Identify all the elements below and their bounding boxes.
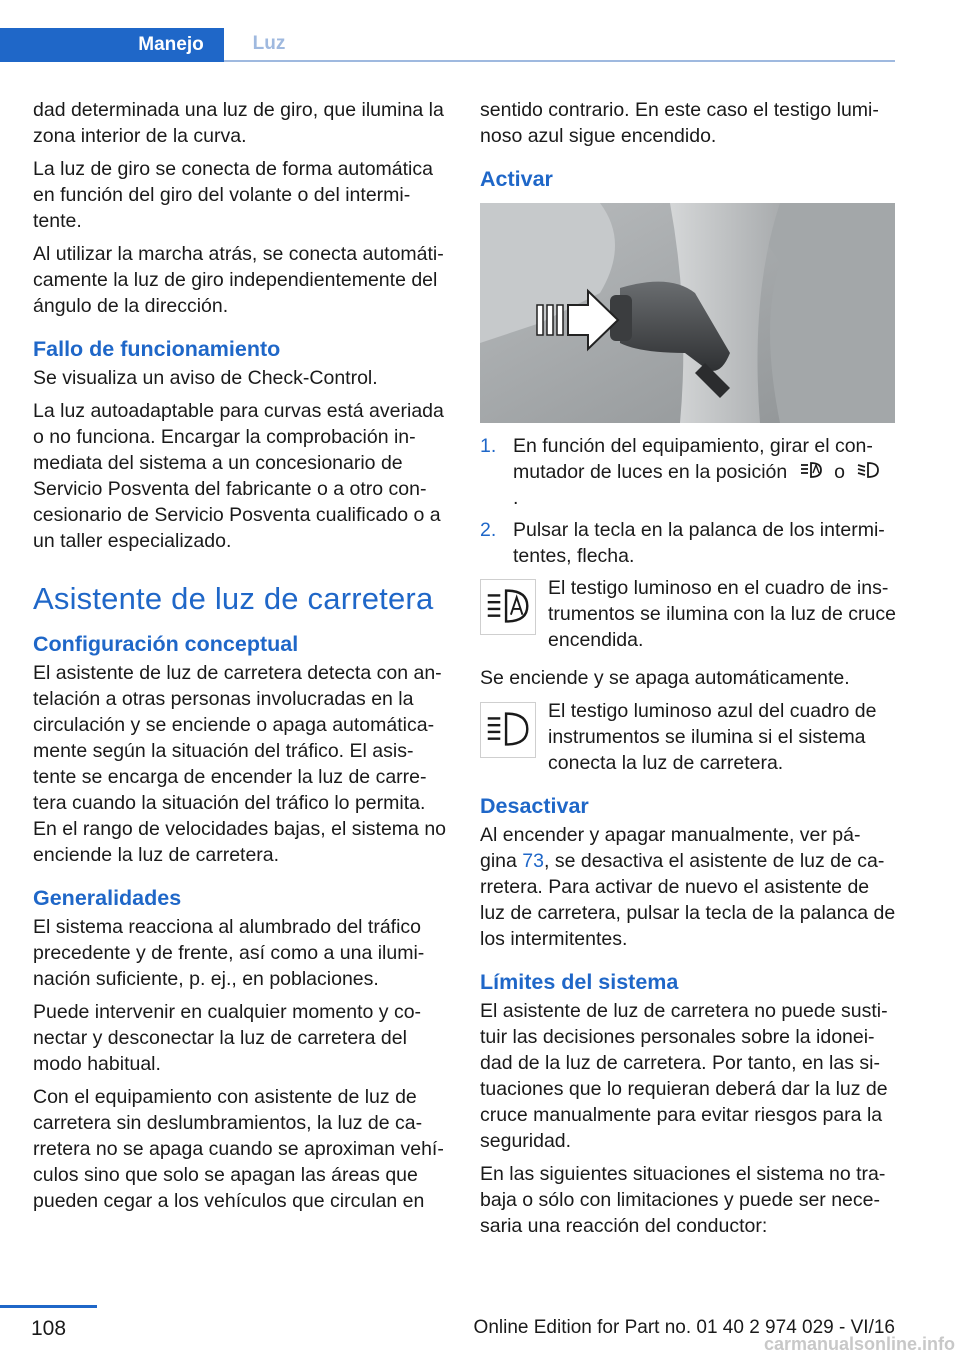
paragraph: En las siguientes situaciones el sistema no tra‐ baja o sólo con limitaciones y puede ser nece‐ saria una reacción del conductor: <box>480 1163 886 1237</box>
watermark: carmanualsonline.info <box>763 1334 955 1354</box>
note-text: El testigo luminoso azul del cuadro de instrumentos se ilumina si el sistema conecta la luz de carretera. <box>548 700 877 774</box>
edition-text: Online Edition for Part no. 01 40 2 974 029 - VI/16 <box>473 1317 895 1338</box>
page-header <box>0 0 960 62</box>
high-beam-icon <box>480 702 536 758</box>
heading-asistente-luz-carretera: Asistente de luz de carretera <box>33 581 434 616</box>
steps-list <box>480 433 896 569</box>
paragraph: Al encender y apagar manualmente, ver pá‐ gina 73, se desactiva el asistente de luz de ca‐ rretera. Para activar de nuevo el asistente de luz de carretera, pulsar la tecla de la palanca de los intermitentes. <box>480 824 896 950</box>
high-beam-assistant-icon <box>480 579 536 635</box>
page-link[interactable]: 73 <box>522 850 544 872</box>
right-column <box>480 97 896 1246</box>
auto-headlight-icon <box>799 459 823 481</box>
paragraph: Puede intervenir en cualquier momento y co‐ nectar y desconectar la luz de carretera del modo habitual. <box>33 1001 422 1075</box>
turn-signal-lever-photo <box>480 203 895 423</box>
left-column <box>33 97 449 1221</box>
paragraph: Al utilizar la marcha atrás, se conecta automáti‐ camente la luz de giro independientemente del ángulo de la dirección. <box>33 243 444 317</box>
paragraph: dad determinada una luz de giro, que ilumina la zona interior de la curva. <box>33 99 444 147</box>
list-item: 1. En función del equipamiento, girar el con‐ mutador de luces en la posición o . <box>480 433 896 511</box>
paragraph: El asistente de luz de carretera no puede susti‐ tuir las decisiones personales sobre la idonei‐ dad de la luz de carretera. Por tanto, en las si‐ tuaciones que lo requieran deberá dar la luz de cruce manualmente para evitar riesgos para la seguridad. <box>480 1000 888 1152</box>
page-number: 108 <box>30 1317 67 1340</box>
note-high-beam-assistant <box>480 575 896 653</box>
tab-manejo[interactable]: Manejo <box>118 28 224 62</box>
list-item: 2. Pulsar la tecla en la palanca de los intermi‐ tentes, flecha. <box>480 519 885 567</box>
note-high-beam <box>480 698 896 776</box>
paragraph: Se visualiza un aviso de Check-Control. <box>33 367 378 389</box>
paragraph: El asistente de luz de carretera detecta con an‐ telación a otras personas involucradas en la circulación y se enciende o apaga automática‐ mente según la situación del tráfico. El asis‐ tente se encarga de encender la luz de carre‐ tera cuando la situación del tráfico lo permita. En el rango de velocidades bajas, el sistema no enciende la luz de carretera. <box>33 662 447 866</box>
paragraph: sentido contrario. En este caso el testigo lumi‐ noso azul sigue encendido. <box>480 99 879 147</box>
heading-desactivar: Desactivar <box>480 794 589 818</box>
heading-limites-sistema: Límites del sistema <box>480 970 679 994</box>
header-rule <box>224 60 895 62</box>
paragraph: La luz autoadaptable para curvas está averiada o no funciona. Encargar la comprobación in‐ mediata del sistema a un concesionario de Servicio Posventa del fabricante o a otro con‐ cesionario de Servicio Posventa cualificado o a un taller especializado. <box>33 400 444 552</box>
paragraph: Con el equipamiento con asistente de luz de carretera sin deslumbramientos, la luz de ca‐ rretera no se apaga cuando se aproximan vehí‐ culos sino que solo se apagan las áreas que pueden cegar a los vehículos que circulan en <box>33 1086 444 1212</box>
paragraph: La luz de giro se conecta de forma automática en función del giro del volante o del intermi‐ tente. <box>33 158 433 232</box>
paragraph: El sistema reacciona al alumbrado del tráfico precedente y de frente, así como a una ilumi‐ nación suficiente, p. ej., en poblaciones. <box>33 916 425 990</box>
paragraph: Se enciende y se apaga automáticamente. <box>480 667 850 689</box>
low-beam-icon <box>856 459 880 481</box>
heading-activar: Activar <box>480 167 553 191</box>
heading-generalidades: Generalidades <box>33 886 182 910</box>
tab-luz[interactable]: Luz <box>252 33 286 54</box>
footer-rule <box>0 1305 97 1308</box>
heading-configuracion-conceptual: Configuración conceptual <box>33 632 299 656</box>
note-text: El testigo luminoso en el cuadro de ins‐ trumentos se ilumina con la luz de cruce encendida. <box>548 577 896 651</box>
heading-fallo-funcionamiento: Fallo de funcionamiento <box>33 337 281 361</box>
header-accent-bar <box>0 28 118 62</box>
